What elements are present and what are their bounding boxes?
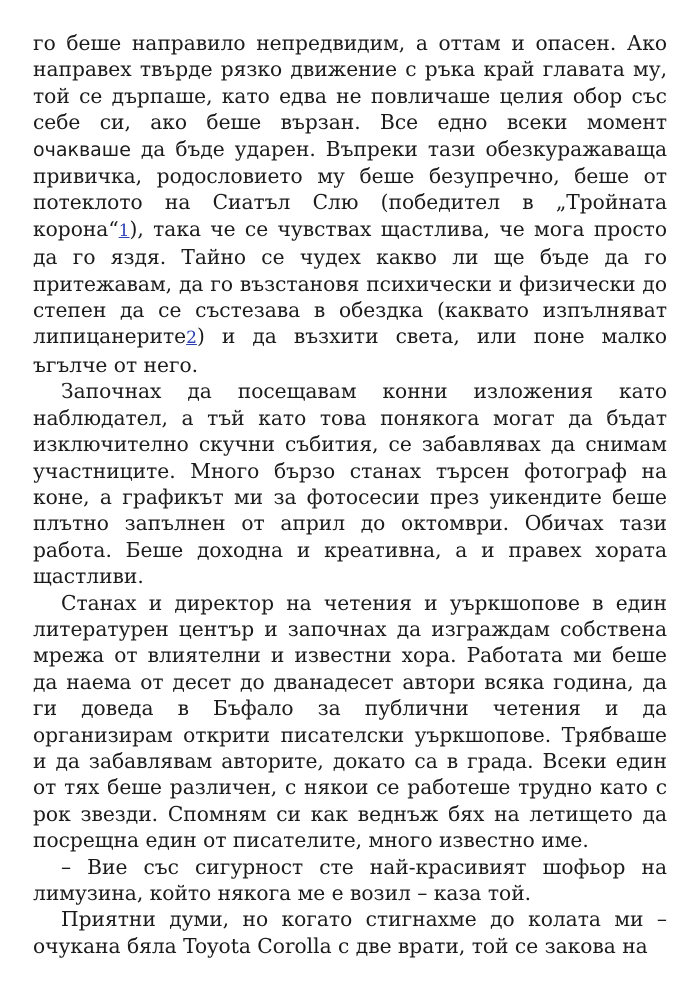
paragraph-1-text-d: ), така че се чувствах щастлива, че мога просто да го яздя. Тайно се чудех какво ли ще бъде да го притежавам, да го възстановя психически и физически до степен да се състезава в обездка (каквато изпълняват липицанерите <box>33 216 667 349</box>
paragraph-1-text-c: да бъде ударен. Въпреки тази обезкуражаваща привичка, родословието му беше безупречно, беше от потеклото на Сиатъл Слю (победител в „Тройната корона“ <box>33 136 667 241</box>
footnote-link-2[interactable]: 2 <box>186 328 197 349</box>
footnote-link-1[interactable]: 1 <box>118 220 130 241</box>
paragraph-1-text-a: го беше направило непредвидим, а оттам и опасен. Ако направех твърде рязко движение с ръка край главата му, той се дърпаше, като едва не повличаше целия обор със себе си, ако беше вързан. Все едно всеки момент <box>33 31 667 135</box>
document-page <box>33 30 667 959</box>
paragraph-5: Приятни думи, но когато стигнахме до колата ми – очукана бяла Toyota Corolla с две врати, той се закова на <box>33 907 667 958</box>
paragraph-3: Станах и директор на четения и уъркшопове в един литературен център и започнах да изграждам собствена мрежа от влиятелни и известни хора. Работата ми беше да наема от десет до дванадесет автори всяка година, да ги доведа в Бъфало за публични четения и да организирам открити писателски уъркшопове. Трябваше и да забавлявам авторите, докато са в града. Всеки един от тях беше различен, с някои се работеше трудно като с рок звезди. Спомням си как веднъж бях на летището да посрещна един от писателите, много известно име. <box>33 590 667 853</box>
paragraph-2: Започнах да посещавам конни изложения като наблюдател, а тъй като това понякога могат да бъдат изключително скучни събития, се забавлявах да снимам участниците. Много бързо станах търсен фотограф на коне, а графикът ми за фотосесии през уикендите беше плътно запълнен от април до октомври. Обичах тази работа. Беше доходна и креативна, а и правех хората щастливи. <box>33 379 667 589</box>
paragraph-1-text-e: ) и да възхити света, или поне малко ъгълче от него. <box>33 324 667 377</box>
paragraph-1 <box>33 30 667 378</box>
paragraph-4-dialogue: – Вие със сигурност сте най-красивият шофьор на лимузина, който някога ме е возил – каза той. <box>33 854 667 905</box>
paragraph-1-word-sans: очакваше <box>33 138 131 161</box>
